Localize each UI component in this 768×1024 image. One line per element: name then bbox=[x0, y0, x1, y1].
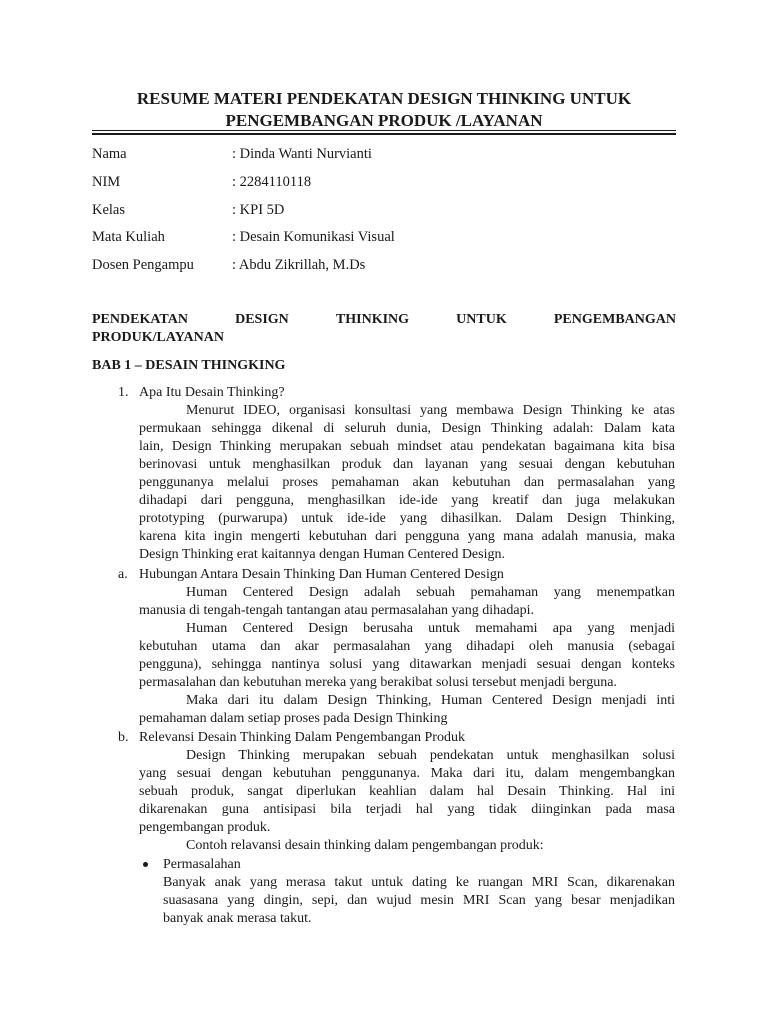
text-line: Human Centered Design berusaha untuk memahami apa yang menjadi bbox=[186, 621, 675, 636]
identity-value: : Abdu Zikrillah, M.Ds bbox=[232, 257, 366, 273]
text-line: dihadapi dari pengguna, menghasilkan ide-ide yang kreatif dan juga melakukan bbox=[139, 493, 675, 508]
text-line: banyak anak merasa takut. bbox=[163, 911, 312, 926]
text-line: Design Thinking merupakan sebuah pendekatan untuk menghasilkan solusi bbox=[186, 748, 675, 763]
heading-word: PENGEMBANGAN bbox=[553, 312, 676, 327]
list-letter: b. bbox=[118, 730, 129, 745]
identity-value: : KPI 5D bbox=[232, 202, 285, 218]
identity-label: Dosen Pengampu bbox=[92, 257, 194, 273]
identity-label: NIM bbox=[92, 174, 121, 190]
text-line: pemahaman dalam setiap proses pada Design Thinking bbox=[139, 711, 448, 726]
identity-row-mata-kuliah bbox=[92, 228, 676, 248]
identity-value: : Dinda Wanti Nurvianti bbox=[232, 146, 372, 162]
identity-label: Nama bbox=[92, 146, 127, 162]
subsection-title: Relevansi Desain Thinking Dalam Pengembangan Produk bbox=[139, 730, 465, 745]
section-heading-line-1 bbox=[92, 311, 676, 329]
text-line: karena kita ingin mengerti kebutuhan dari pengguna yang mana adalah manusia, maka bbox=[139, 529, 675, 544]
document-title bbox=[92, 88, 676, 132]
subsection-title: Hubungan Antara Desain Thinking Dan Human Centered Design bbox=[139, 567, 504, 582]
text-line: kebutuhan utama dan akar permasalahan yang dihadapi oleh manusia (sebagai bbox=[139, 639, 675, 654]
title-line-2: PENGEMBANGAN PRODUK /LAYANAN bbox=[225, 111, 543, 130]
paragraph bbox=[139, 584, 675, 728]
text-line: permukaan sehingga dikenal di seluruh dunia, Design Thinking adalah: Dalam kata bbox=[139, 421, 675, 436]
paragraph bbox=[139, 747, 675, 855]
identity-value: : Desain Komunikasi Visual bbox=[232, 229, 395, 245]
heading-word: PENDEKATAN bbox=[92, 312, 188, 327]
text-line: Contoh relavansi desain thinking dalam pengembangan produk: bbox=[186, 838, 544, 853]
text-line: Menurut IDEO, organisasi konsultasi yang membawa Design Thinking ke atas bbox=[186, 403, 675, 418]
text-line: yang sesuai dengan kebutuhan penggunanya. Maka dari itu, dalam mengembangkan bbox=[139, 766, 675, 781]
text-line: dikarenakan guna antisipasi bila terjadi hal yang tidak diinginkan pada masa bbox=[139, 802, 675, 817]
identity-label: Kelas bbox=[92, 202, 126, 218]
title-line-1: RESUME MATERI PENDEKATAN DESIGN THINKING UNTUK bbox=[136, 89, 632, 108]
paragraph bbox=[139, 402, 675, 564]
text-line: lain, Design Thinking merupakan sebuah mindset atau pendekatan bagaimana kita bisa bbox=[139, 439, 675, 454]
text-line: penggunanya melalui proses pemahaman akan kebutuhan dan permasalahan yang bbox=[139, 475, 675, 490]
chapter-heading: BAB 1 – DESAIN THINGKING bbox=[92, 358, 286, 373]
identity-row-nama bbox=[92, 145, 676, 165]
text-line: pengguna), sehingga nantinya solusi yang ditawarkan menjadi sesuai dengan konteks bbox=[139, 657, 675, 672]
text-line: manusia di tengah-tengah tantangan atau permasalahan yang dihadapi. bbox=[139, 603, 534, 618]
identity-row-kelas bbox=[92, 201, 676, 221]
text-line: permasalahan dan kebutuhan mereka yang berakibat solusi tersebut menjadi berguna. bbox=[139, 675, 617, 690]
heading-word: UNTUK bbox=[456, 312, 507, 327]
bullet-icon bbox=[143, 862, 148, 867]
text-line: Human Centered Design adalah sebuah pemahaman yang menempatkan bbox=[186, 585, 675, 600]
bullet-title: Permasalahan bbox=[163, 857, 241, 872]
text-line: sebuah produk, sangat diperlukan keahlian dalam hal Desain Thinking. Hal ini bbox=[139, 784, 675, 799]
text-line: Banyak anak yang merasa takut untuk dating ke ruangan MRI Scan, dikarenakan bbox=[163, 875, 675, 890]
heading-word: DESIGN bbox=[235, 312, 289, 327]
heading-word: THINKING bbox=[335, 312, 410, 327]
identity-row-dosen bbox=[92, 256, 676, 276]
paragraph bbox=[163, 874, 675, 928]
identity-value: : 2284110118 bbox=[232, 174, 312, 190]
text-line: berinovasi untuk menghasilkan produk dan layanan yang sesuai dengan kebutuhan bbox=[139, 457, 675, 472]
text-line: Maka dari itu dalam Design Thinking, Human Centered Design menjadi inti bbox=[186, 693, 675, 708]
subsection-title: Apa Itu Desain Thinking? bbox=[139, 385, 285, 400]
text-line: pengembangan produk. bbox=[139, 820, 271, 835]
identity-label: Mata Kuliah bbox=[92, 229, 165, 245]
identity-row-nim bbox=[92, 173, 676, 193]
text-line: Design Thinking erat kaitannya dengan Human Centered Design. bbox=[139, 547, 505, 562]
list-letter: a. bbox=[118, 567, 128, 582]
text-line: prototyping (purwarupa) untuk ide-ide yang dihasilkan. Dalam Design Thinking, bbox=[139, 511, 675, 526]
text-line: suasasana yang dingin, sepi, dan wujud mesin MRI Scan yang besar menjadikan bbox=[163, 893, 675, 908]
list-number: 1. bbox=[118, 385, 129, 400]
section-heading-line-2: PRODUK/LAYANAN bbox=[92, 330, 224, 345]
